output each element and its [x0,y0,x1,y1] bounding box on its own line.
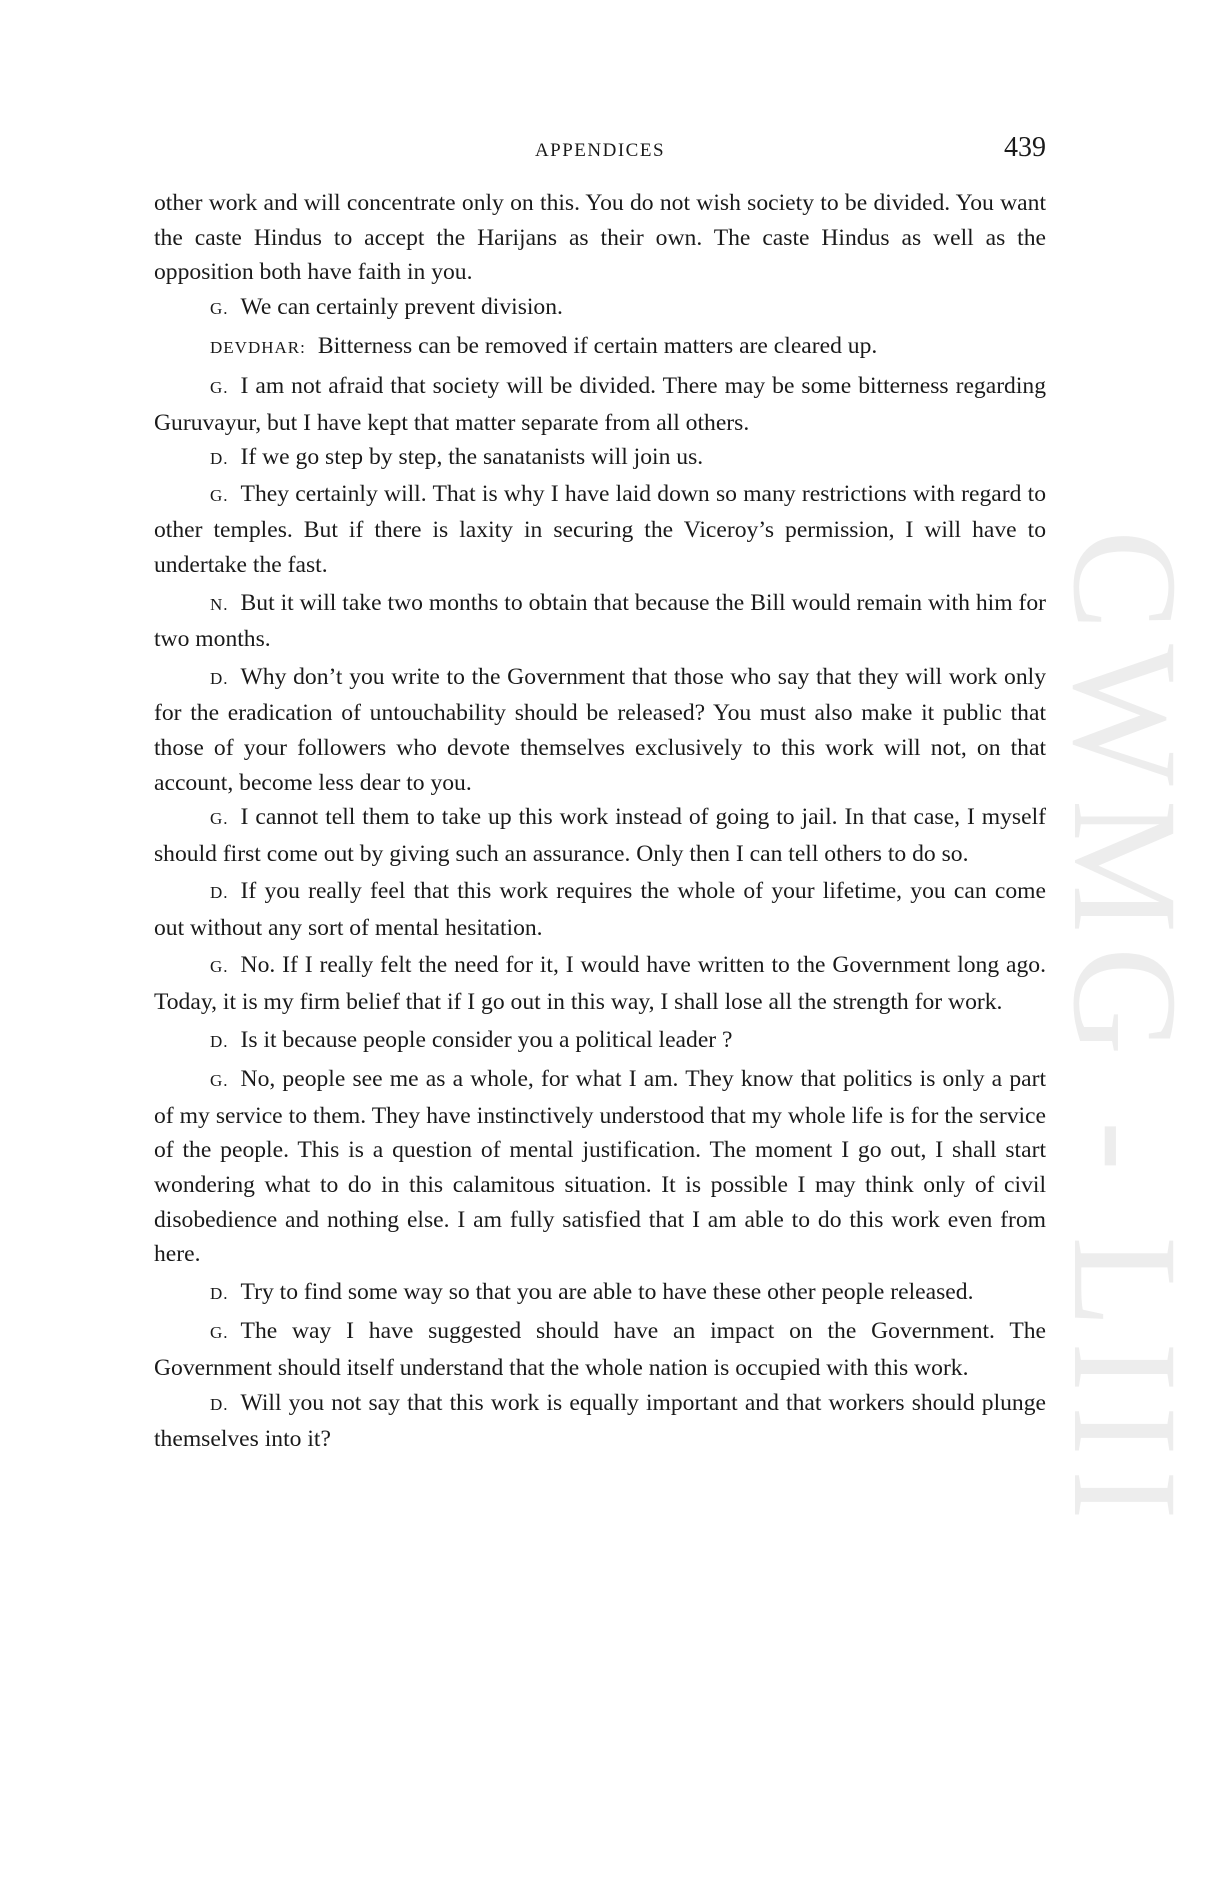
dialogue-paragraph [154,1275,1046,1312]
paragraph-text: But it will take two months to obtain that because the Bill would remain with him for two months. [154,589,1046,653]
dialogue-paragraph [154,1386,1046,1457]
dialogue-paragraph [154,290,1046,327]
paragraph-continuation [154,186,1046,290]
speaker-label: D. [210,1283,229,1303]
paragraph-text: If we go step by step, the sanatanists will join us. [240,444,704,471]
paragraph-text: Is it because people consider you a political leader ? [240,1026,733,1053]
paragraph-text: They certainly will. That is why I have laid down so many restrictions with regard to other temples. But if there is laxity in securing the Viceroy’s permission, I will have to undertake the fast. [154,480,1046,578]
dialogue-paragraph [154,369,1046,440]
paragraph-text: I am not afraid that society will be divided. There may be some bitterness regarding Guruvayur, but I have kept that matter separate from all others. [154,372,1046,436]
paragraph-text: other work and will concentrate only on this. You do not wish society to be divided. You want the caste Hindus to accept the Harijans as their own. The caste Hindus as well as the opposition both have faith in you. [154,190,1046,286]
dialogue-paragraph [154,660,1046,800]
watermark: CWMG - LIII [1042,530,1208,1534]
speaker-label: D. [210,883,229,903]
speaker-label: D. [210,668,229,688]
paragraph-text: The way I have suggested should have an impact on the Government. The Government should itself understand that the whole nation is occupied with this work. [154,1318,1046,1381]
dialogue-paragraph [154,948,1046,1019]
speaker-label: G. [210,809,229,829]
speaker-label: G. [210,957,229,977]
paragraph-text: No, people see me as a whole, for what I am. They know that politics is only a part of my service to them. They have instinctively understood that my whole life is for the service of the people. This is a question of mental justification. The moment I go out, I shall start wondering what to do in this calamitous situation. It is possible I may think only of civil disobedience and nothing else. I am fully satisfied that I am able to do this work even from here. [154,1066,1046,1268]
speaker-label: D. [210,449,229,469]
paragraph-text: If you really feel that this work requires the whole of your lifetime, you can come out without any sort of mental hesitation. [154,878,1046,941]
dialogue-paragraph [154,1062,1046,1272]
speaker-label: D. [210,1031,229,1051]
speaker-label: G. [210,485,229,505]
paragraph-text: Will you not say that this work is equally important and that workers should plunge themselves into it? [154,1389,1046,1453]
dialogue-paragraph [154,1314,1046,1385]
dialogue-paragraph [154,477,1046,583]
dialogue-paragraph [154,329,1046,366]
running-head [154,132,1046,172]
paragraph-text: I cannot tell them to take up this work instead of going to jail. In that case, I myself should first come out by giving such an assurance. Only then I can tell others to do so. [154,804,1046,867]
dialogue-paragraph [154,1023,1046,1060]
running-title: APPENDICES [534,140,666,161]
speaker-label: G. [210,377,229,397]
paragraph-text: We can certainly prevent division. [240,293,563,320]
speaker-label: G. [210,1071,229,1091]
paragraph-text: No. If I really felt the need for it, I would have written to the Government long ago. Today, it is my firm belief that if I go out in this way, I shall lose all the strength for work. [154,952,1046,1016]
paragraph-text: Why don’t you write to the Government that those who say that they will work only for the eradication of untouchability should be released? You must also make it public that those of your followers who devote themselves exclusively to this work will not, on that account, become less dear to you. [154,663,1046,796]
dialogue-paragraph [154,440,1046,477]
speaker-label: G. [210,298,229,318]
dialogue-paragraph [154,874,1046,945]
dialogue-paragraph [154,800,1046,871]
speaker-label: N. [210,594,229,614]
speaker-label: DEVDHAR: [210,338,306,358]
paragraph-text: Bitterness can be removed if certain matters are cleared up. [317,333,878,360]
paragraph-text: Try to find some way so that you are able to have these other people released. [240,1278,974,1305]
speaker-label: D. [210,1394,229,1414]
speaker-label: G. [210,1323,229,1343]
page-number: 439 [1004,132,1046,163]
body-text [154,186,1046,1457]
dialogue-paragraph [154,586,1046,657]
